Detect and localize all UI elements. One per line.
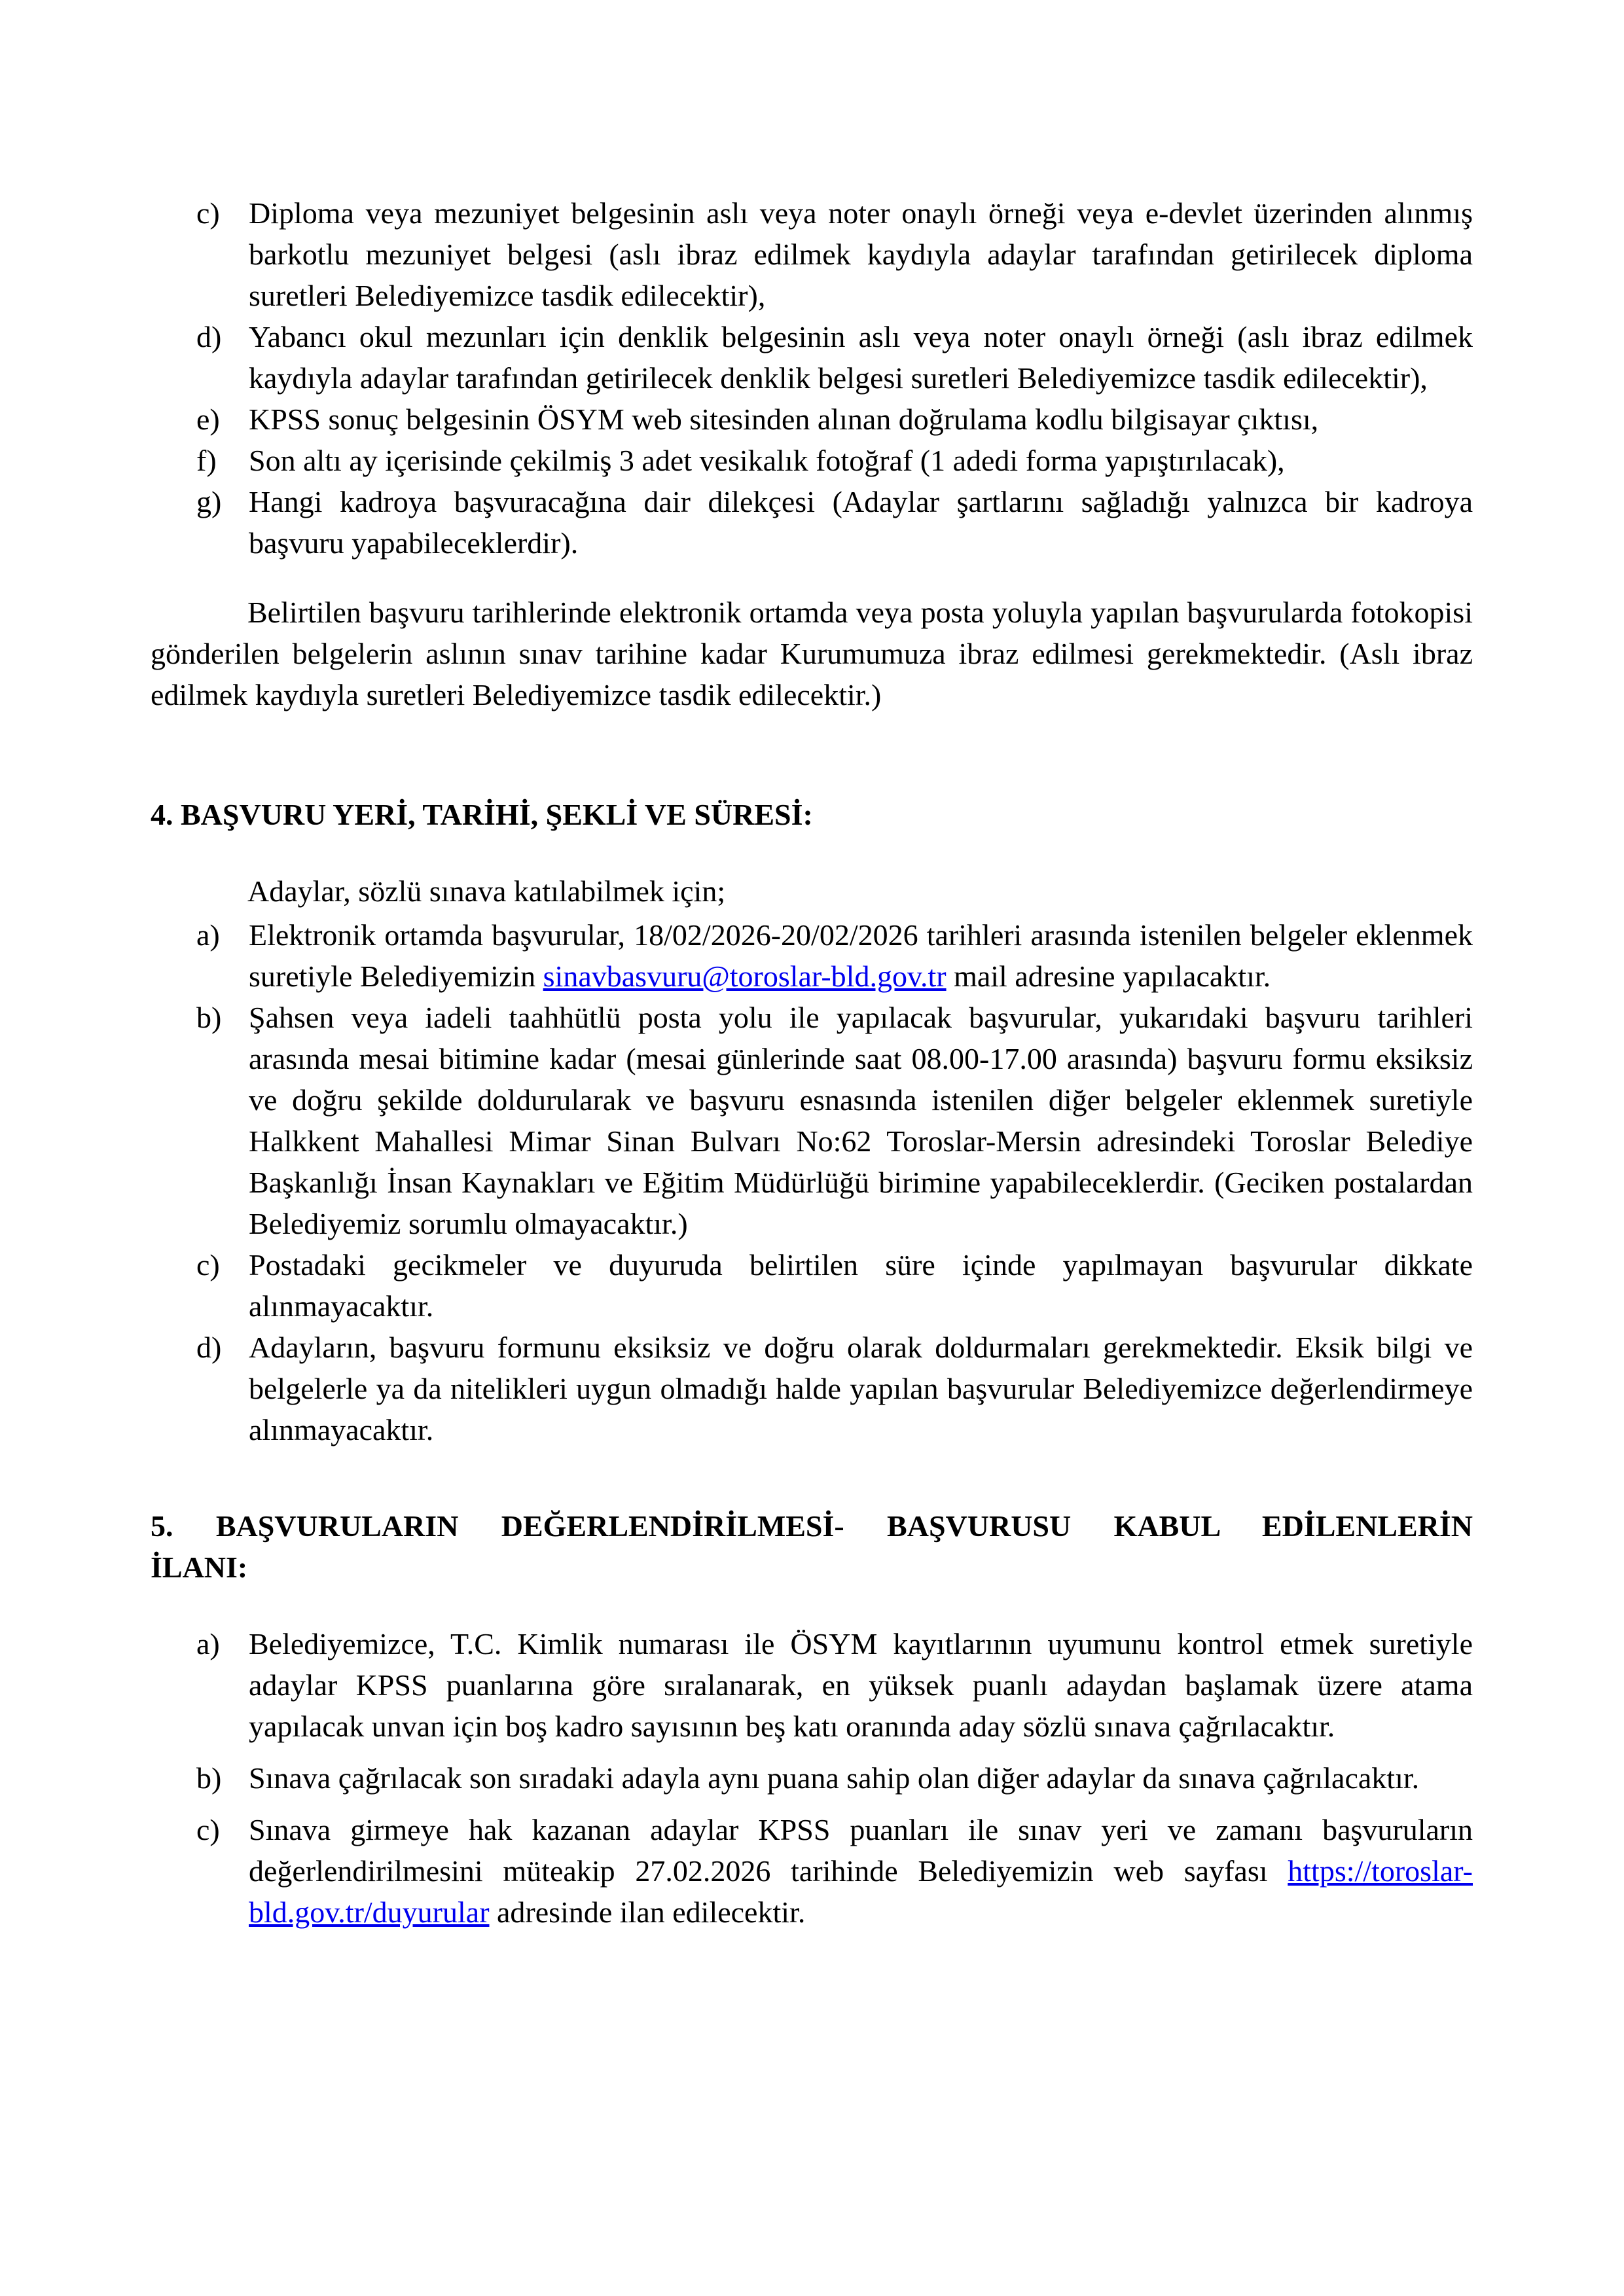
section-4-heading: 4. BAŞVURU YERİ, TARİHİ, ŞEKLİ VE SÜRESİ: xyxy=(151,798,813,831)
item-label: a) xyxy=(196,918,220,952)
item-text: Yabancı okul mezunları için denklik belgesinin aslı veya noter onaylı örneği (aslı ibraz edilmek kaydıyla adaylar tarafından getirilecek denklik belgesi suretleri Belediyemizce tasdik edilecektir), xyxy=(249,320,1473,395)
item-text: Diploma veya mezuniyet belgesinin aslı veya noter onaylı örneği veya e-devlet üzerinden alınmış barkotlu mezuniyet belgesi (aslı ibraz edilmek kaydıyla adaylar tarafından getirilecek diploma suretleri Belediyemizce tasdik edilecektir), xyxy=(249,196,1473,312)
originals-submission-paragraph: Belirtilen başvuru tarihlerinde elektronik ortamda veya posta yoluyla yapılan başvurularda fotokopisi gönderilen belgelerin aslının sınav tarihine kadar Kurumumuza ibraz edilmesi gerekmektedir. (Aslı ibraz edilmek kaydıyla suretleri Belediyemizce tasdik edilecektir.) xyxy=(151,596,1473,711)
text-after-link: mail adresine yapılacaktır. xyxy=(946,960,1271,993)
item-label: e) xyxy=(196,403,220,436)
item-text: Sınava çağrılacak son sıradaki adayla aynı puana sahip olan diğer adaylar da sınava çağrılacaktır. xyxy=(249,1761,1420,1795)
item-label: c) xyxy=(196,1813,220,1846)
item-label: a) xyxy=(196,1627,220,1660)
item-label: g) xyxy=(196,485,222,518)
text-after-link: adresinde ilan edilecektir. xyxy=(489,1895,806,1929)
section-5-heading xyxy=(151,1505,1473,1588)
item-text xyxy=(249,918,1473,993)
item-label: d) xyxy=(196,320,222,353)
item-label: d) xyxy=(196,1331,222,1364)
list-item-b xyxy=(151,997,1473,1244)
item-text: Hangi kadroya başvuracağına dair dilekçesi (Adaylar şartlarını sağladığı yalnızca bir kadroya başvuru yapabileceklerdir). xyxy=(249,485,1473,560)
required-documents-list xyxy=(151,192,1473,564)
list-item-c xyxy=(151,192,1473,316)
list-item-f xyxy=(151,440,1473,481)
item-label: b) xyxy=(196,1761,222,1795)
announcements-url-link[interactable]: https://toroslar-bld.gov.tr/duyurular xyxy=(249,1854,1473,1929)
text-before-link: Elektronik ortamda başvurular, 18/02/2026-20/02/2026 tarihleri arasında istenilen belgeler eklenmek suretiyle Belediyemizin xyxy=(249,918,1473,993)
list-item-c xyxy=(151,1809,1473,1933)
item-text: Belediyemizce, T.C. Kimlik numarası ile ÖSYM kayıtlarının uyumunu kontrol etmek suretiyle adaylar KPSS puanlarına göre sıralanarak, en yüksek puanlı adaydan başlamak üzere atama yapılacak unvan için boş kadro sayısının beş katı oranında aday sözlü sınava çağrılacaktır. xyxy=(249,1627,1473,1743)
item-text xyxy=(249,1813,1473,1929)
item-text: Postadaki gecikmeler ve duyuruda belirtilen süre içinde yapılmayan başvurular dikkate alınmayacaktır. xyxy=(249,1248,1473,1323)
list-item-b xyxy=(151,1757,1473,1799)
item-text: Son altı ay içerisinde çekilmiş 3 adet vesikalık fotoğraf (1 adedi forma yapıştırılacak), xyxy=(249,444,1285,477)
item-label: c) xyxy=(196,196,220,230)
item-label: c) xyxy=(196,1248,220,1282)
item-text: Şahsen veya iadeli taahhütlü posta yolu ile yapılacak başvurular, yukarıdaki başvuru tarihleri arasında mesai bitimine kadar (mesai günlerinde saat 08.00-17.00 arasında) başvuru formu eksiksiz ve doğru şekilde doldurularak ve başvuru esnasında istenilen diğer belgeler eklenmek suretiyle Halkkent Mahallesi Mimar Sinan Bulvarı No:62 Toroslar-Mersin adresindeki Toroslar Belediye Başkanlığı İnsan Kaynakları ve Eğitim Müdürlüğü birimine yapabileceklerdir. (Geciken postalardan Belediyemiz sorumlu olmayacaktır.) xyxy=(249,1001,1473,1240)
section-5-items xyxy=(151,1623,1473,1933)
list-item-c xyxy=(151,1244,1473,1327)
item-text: Adayların, başvuru formunu eksiksiz ve doğru olarak doldurmaları gerekmektedir. Eksik bilgi ve belgelerle ya da nitelikleri uygun olmadığı halde yapılan başvurular Belediyemizce değerlendirmeye alınmayacaktır. xyxy=(249,1331,1473,1446)
list-item-a xyxy=(151,1623,1473,1747)
section-5-heading-line2: İLANI: xyxy=(151,1551,248,1584)
item-label: b) xyxy=(196,1001,222,1034)
section-5-heading-line1: 5. BAŞVURULARIN DEĞERLENDİRİLMESİ- BAŞVURUSU KABUL EDİLENLERİN xyxy=(151,1509,1473,1543)
list-item-e xyxy=(151,399,1473,440)
section-4-intro: Adaylar, sözlü sınava katılabilmek için; xyxy=(247,874,726,908)
list-item-d xyxy=(151,316,1473,399)
text-before-link: Sınava girmeye hak kazanan adaylar KPSS puanları ile sınav yeri ve zamanı başvuruların değerlendirilmesini müteakip 27.02.2026 tarihinde Belediyemizin web sayfası xyxy=(249,1813,1473,1888)
list-item-g xyxy=(151,481,1473,564)
item-text: KPSS sonuç belgesinin ÖSYM web sitesinden alınan doğrulama kodlu bilgisayar çıktısı, xyxy=(249,403,1319,436)
list-item-d xyxy=(151,1327,1473,1450)
item-label: f) xyxy=(196,444,217,477)
email-link[interactable]: sinavbasvuru@toroslar-bld.gov.tr xyxy=(543,960,947,993)
list-item-a xyxy=(151,914,1473,997)
section-4-items xyxy=(151,914,1473,1450)
